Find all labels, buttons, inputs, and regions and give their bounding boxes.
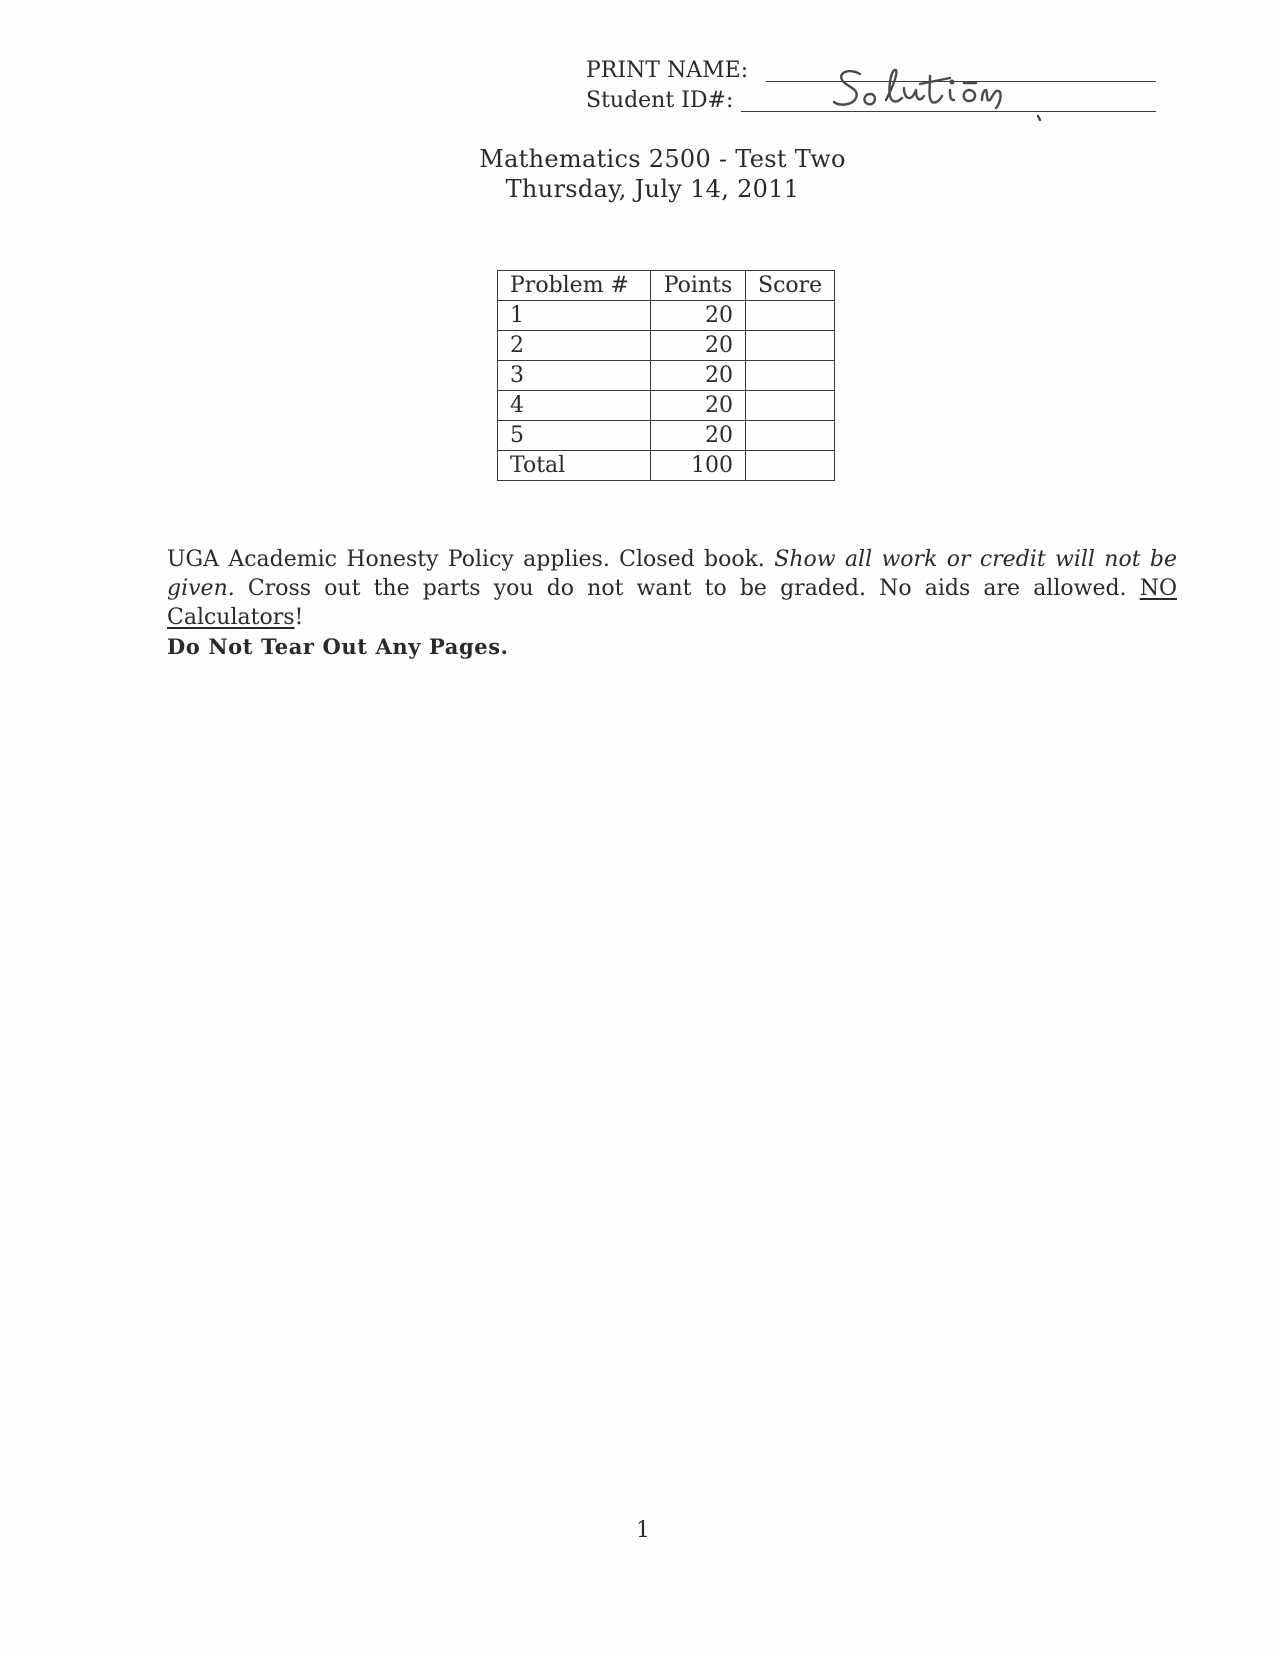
table-row: [498, 421, 835, 451]
handwriting-drawing: [826, 60, 1046, 122]
header-points: Points: [651, 271, 746, 301]
score-table: [497, 270, 835, 481]
score-cell: [746, 331, 835, 361]
points-cell: 20: [651, 421, 746, 451]
header-problem: Problem #: [498, 271, 651, 301]
score-cell: [746, 391, 835, 421]
points-cell: 20: [651, 361, 746, 391]
score-cell: [746, 361, 835, 391]
points-cell: 20: [651, 331, 746, 361]
cross-out-text: Cross out the parts you do not want to be graded. No aids are allowed.: [247, 576, 1127, 601]
problem-cell: 3: [498, 361, 651, 391]
exam-instructions: [167, 545, 1177, 661]
page-number: 1: [636, 1518, 650, 1543]
total-label-cell: Total: [498, 451, 651, 481]
score-cell: [746, 301, 835, 331]
problem-cell: 1: [498, 301, 651, 331]
print-name-label: PRINT NAME:: [586, 58, 749, 83]
show-work-text: Show all work or credit will not be given.: [167, 547, 1177, 601]
table-row: [498, 391, 835, 421]
points-cell: 20: [651, 391, 746, 421]
exam-title: [0, 144, 1280, 204]
student-id-label: Student ID#:: [586, 88, 734, 113]
problem-cell: 4: [498, 391, 651, 421]
table-row: [498, 331, 835, 361]
student-info-block: [586, 56, 1156, 116]
problem-cell: 2: [498, 331, 651, 361]
table-row: [498, 361, 835, 391]
honesty-policy-text: UGA Academic Honesty Policy applies. Closed book.: [167, 547, 765, 572]
score-table-header-row: [498, 271, 835, 301]
header-score: Score: [746, 271, 835, 301]
table-row-total: [498, 451, 835, 481]
problem-cell: 5: [498, 421, 651, 451]
total-points-cell: 100: [651, 451, 746, 481]
exclamation-mark: !: [294, 605, 304, 630]
do-not-tear-text: Do Not Tear Out Any Pages.: [167, 634, 509, 659]
handwritten-solution-signature: [826, 60, 1046, 122]
score-cell: [746, 421, 835, 451]
points-cell: 20: [651, 301, 746, 331]
total-score-cell: [746, 451, 835, 481]
course-test-title: Mathematics 2500 - Test Two: [479, 145, 846, 173]
no-calculators-text: NO Calculators: [167, 576, 1177, 630]
exam-date: Thursday, July 14, 2011: [505, 175, 800, 203]
table-row: [498, 301, 835, 331]
